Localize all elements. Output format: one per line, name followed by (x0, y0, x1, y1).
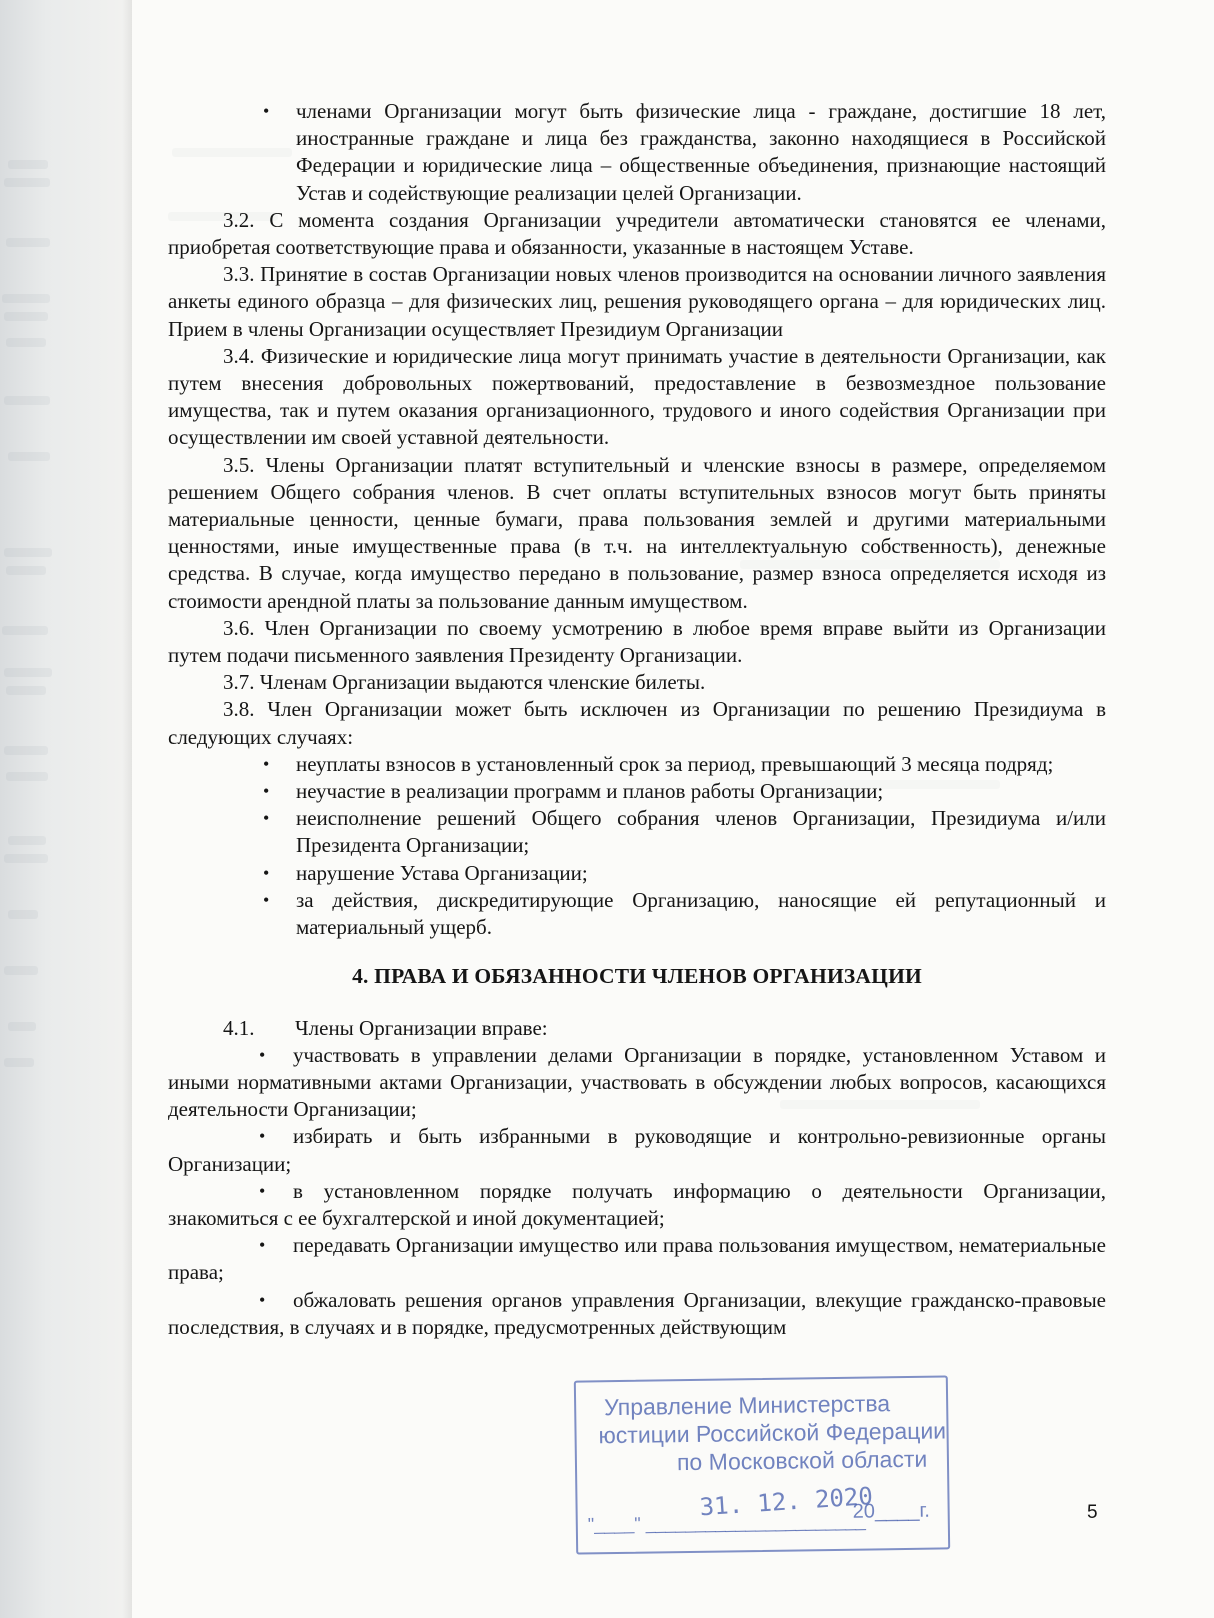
stamp-date-blank: "____" ______________________ (587, 1510, 866, 1535)
clause-3-7: 3.7. Членам Организации выдаются членские билеты. (223, 670, 706, 695)
list-item-exclusion (168, 751, 1106, 778)
clause-number: 4.1. (223, 1015, 255, 1040)
bullet-icon: • (263, 808, 270, 829)
list-item-right (168, 1287, 1106, 1341)
list-item-right (168, 1178, 1106, 1232)
clause-3-5: 3.5. Члены Организации платят вступительный и членские взносы в размере, определяемом решением Общего собрания членов. В счет оплаты вступительных взносов могут быть приняты материальные ценности, ценные бумаги, права пользования землей и другими материальными ценностями, иные имущественные права (в т.ч. на интеллектуальную собственность), денежные средства. В случае, когда имущество передано в пользование, размер взноса определяется исходя из стоимости арендной платы за пользование данным имуществом. (168, 452, 1106, 613)
clause-3-3: 3.3. Принятие в состав Организации новых членов производится на основании личного заявления анкеты единого образца – для физических лиц, решения руководящего органа – для юридических лиц. Прием в члены Организации осуществляет Президиум Организации (168, 262, 1106, 341)
stamp-year: 20____г. (852, 1499, 930, 1523)
clause-text: Члены Организации вправе: (295, 1015, 548, 1040)
list-item-right (168, 1123, 1106, 1177)
bullet-icon: • (263, 862, 270, 883)
list-item-exclusion (168, 860, 1106, 887)
list-item-members (168, 98, 1106, 207)
bullet-text: неуплаты взносов в установленный срок за период, превышающий 3 месяца подряд; (296, 751, 1054, 776)
bullet-icon: • (259, 1235, 266, 1256)
stamp-line-2: юстиции Российской Федерации (598, 1417, 947, 1449)
bullet-text: неисполнение решений Общего собрания членов Организации, Президиума и/или Президента Организации; (296, 806, 1106, 858)
bullet-icon: • (259, 1044, 266, 1065)
bullet-text: нарушение Устава Организации; (296, 860, 588, 885)
clause-3-4: 3.4. Физические и юридические лица могут принимать участие в деятельности Организации, как путем внесения добровольных пожертвований, предоставление в безвозмездное пользование имущества, так и путем оказания организационного, трудового и иного содействия Организации при осуществлении им своей уставной деятельности. (168, 343, 1106, 450)
registration-stamp (574, 1375, 950, 1554)
bullet-text: избирать и быть избранными в руководящие и контрольно-ревизионные органы Организации; (168, 1124, 1106, 1176)
bullet-text: неучастие в реализации программ и планов работы Организации; (296, 779, 884, 804)
list-item-right (168, 1042, 1106, 1124)
bullet-text: передавать Организации имущество или права пользования имуществом, нематериальные права; (168, 1233, 1106, 1285)
bullet-icon: • (259, 1289, 266, 1310)
stamp-line-3: по Московской области (676, 1445, 928, 1476)
clause-3-2: 3.2. С момента создания Организации учредители автоматически становятся ее членами, приобретая соответствующие права и обязанности, указанные в настоящем Уставе. (168, 207, 1106, 260)
list-item-exclusion (168, 778, 1106, 805)
bullet-icon: • (263, 753, 270, 774)
bullet-text: в установленном порядке получать информацию о деятельности Организации, знакомиться с ее бухгалтерской и иной документацией; (168, 1178, 1106, 1230)
stamp-date: 31. 12. 2020 (698, 1481, 874, 1522)
list-item-exclusion (168, 805, 1106, 859)
page-binding-shadow (0, 0, 132, 1618)
list-item-exclusion (168, 887, 1106, 941)
bullet-icon: • (259, 1180, 266, 1201)
bullet-icon: • (259, 1126, 266, 1147)
clause-3-6: 3.6. Член Организации по своему усмотрению в любое время вправе выйти из Организации путем подачи письменного заявления Президенту Организации. (168, 615, 1106, 668)
stamp-line-1: Управление Министерства (603, 1390, 891, 1421)
clause-4-1 (168, 1015, 1106, 1042)
bullet-icon: • (263, 889, 270, 910)
bullet-text: участвовать в управлении делами Организации в порядке, установленном Уставом и иными нормативными актами Организации, участвовать в обсуждении любых вопросов, касающихся деятельности Организации; (168, 1042, 1106, 1122)
bullet-icon: • (263, 781, 270, 802)
bullet-text: обжаловать решения органов управления Организации, влекущие гражданско-правовые последствия, в случаях и в порядке, предусмотренных действующим (168, 1287, 1106, 1339)
bullet-icon: • (263, 101, 270, 121)
list-item-right (168, 1232, 1106, 1286)
bullet-text: членами Организации могут быть физические лица - граждане, достигшие 18 лет, иностранные граждане и лица без гражданства, законно находящиеся в Российской Федерации и юридические лица – общественные объединения, признающие настоящий Устав и содействующие реализации целей Организации. (296, 99, 1106, 205)
section-heading: 4. ПРАВА И ОБЯЗАННОСТИ ЧЛЕНОВ ОРГАНИЗАЦИИ (352, 964, 922, 989)
bullet-text: за действия, дискредитирующие Организацию, наносящие ей репутационный и материальный ущерб. (296, 887, 1106, 940)
clause-3-8: 3.8. Член Организации может быть исключен из Организации по решению Президиума в следующих случаях: (168, 697, 1106, 749)
page-number: 5 (1087, 1502, 1098, 1523)
document-body (168, 98, 1106, 1341)
